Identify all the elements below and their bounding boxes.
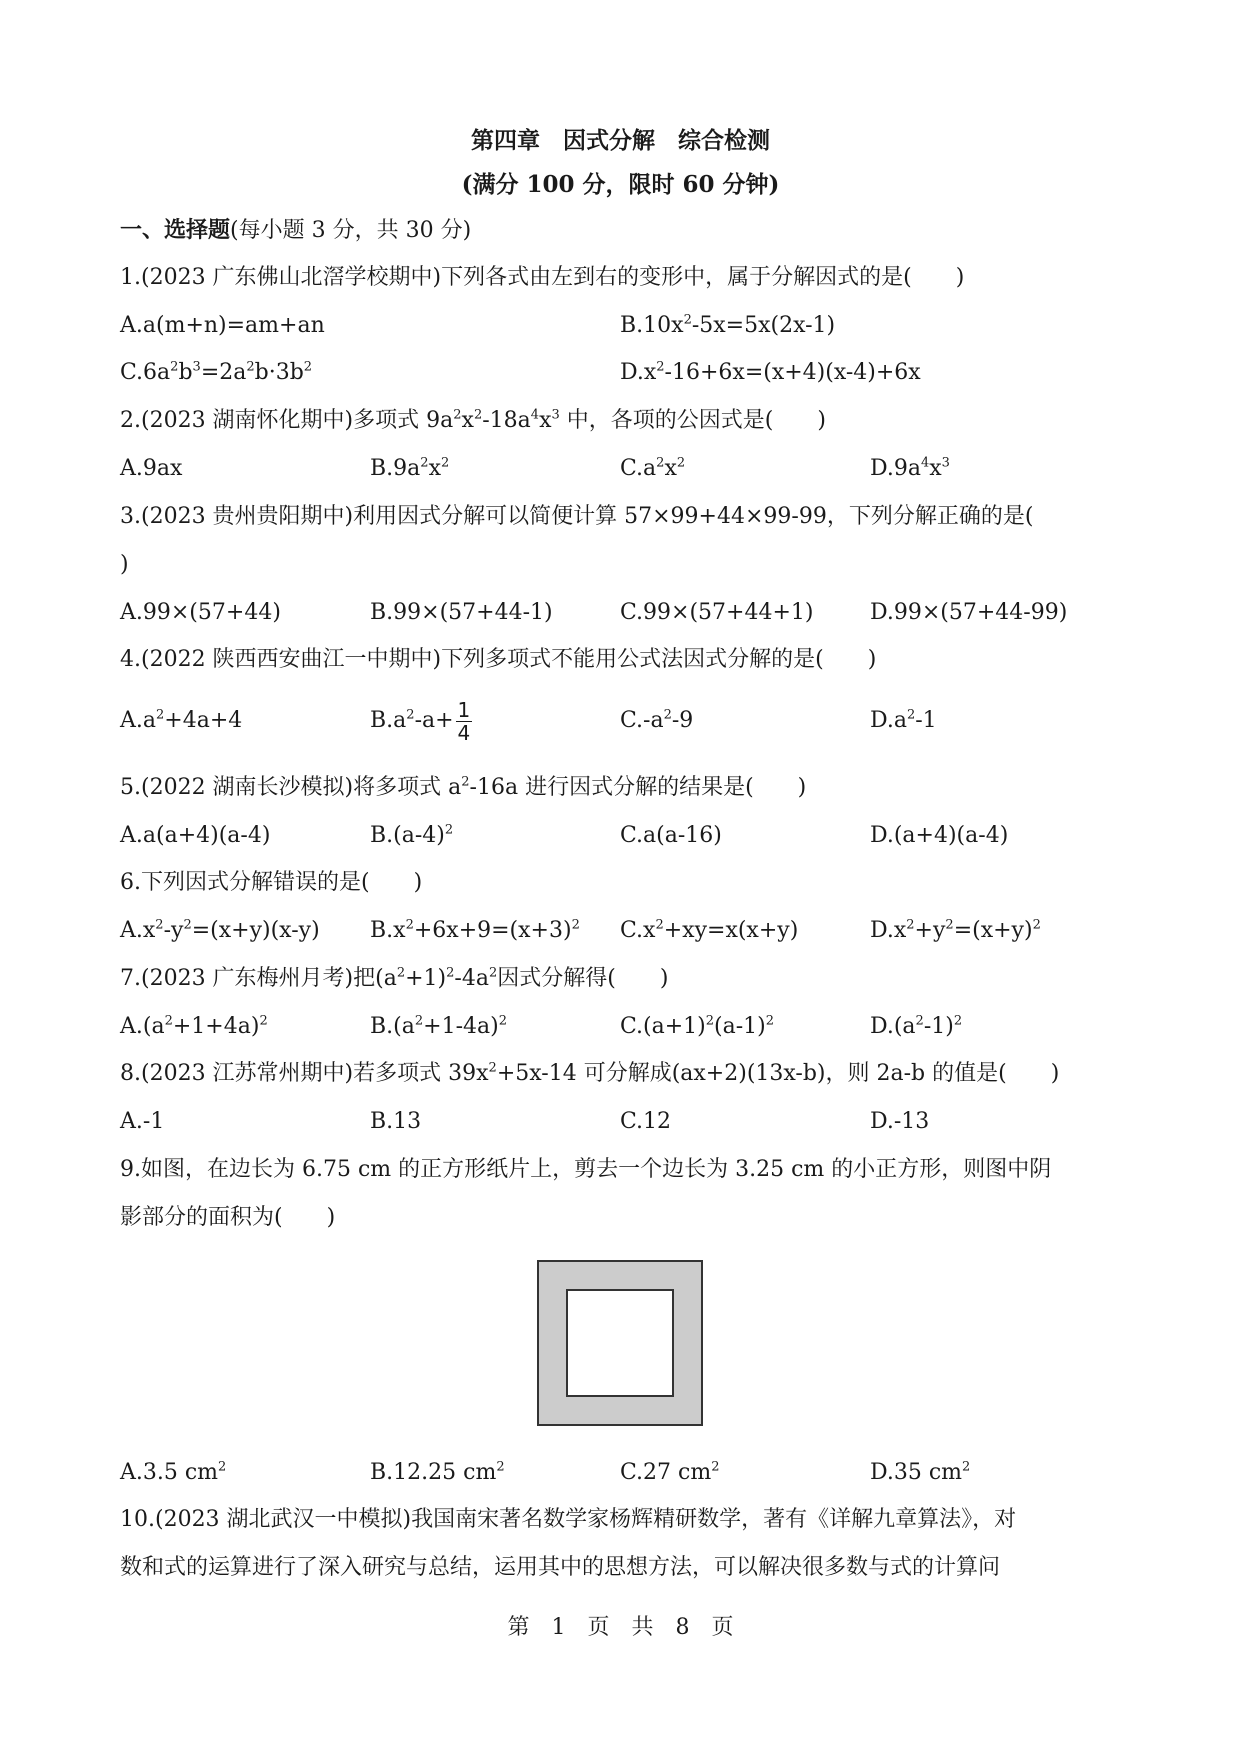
q10-stem-line2: 数和式的运算进行了深入研究与总结，运用其中的思想方法，可以解决很多数与式的计算问 xyxy=(120,1555,1001,1580)
q9-stem-line1: 9.如图，在边长为 6.75 cm 的正方形纸片上，剪去一个边长为 3.25 cm 的小正方形，则图中阴 xyxy=(120,1157,1052,1182)
q8-stem: 8.(2023 江苏常州期中)若多项式 $39x^2+5x-14$ 可分解成(ax+2)(13x-b)，则 2a-b 的值是( ) xyxy=(120,1060,1060,1086)
q1-option-b: $B.10x^2-5x=5x(2x-1)$ xyxy=(620,312,836,338)
q7-option-b: $B.(a^2+1-4a)^2$ xyxy=(370,1013,507,1039)
q8-option-c: C.12 xyxy=(620,1109,672,1134)
q8-option-a: A.-1 xyxy=(120,1109,165,1134)
q4-option-a: $A.a^2+4a+4$ xyxy=(120,707,243,733)
q4-option-d: $D.a^2-1$ xyxy=(870,707,937,733)
q7-stem: 7.(2023 广东梅州月考)把$(a^2+1)^2-4a^2$因式分解得( ) xyxy=(120,965,669,991)
page-footer: 第 1 页 共 8 页 xyxy=(507,1615,734,1640)
q8-option-d: D.-13 xyxy=(870,1109,930,1134)
section-heading xyxy=(120,215,471,246)
q4-stem: 4.(2022 陕西西安曲江一中期中)下列多项式不能用公式法因式分解的是( ) xyxy=(120,647,877,672)
q9-option-d: D.35 $cm^2$ xyxy=(870,1459,971,1485)
q6-option-c: $C.x^2+xy=x(x+y)$ xyxy=(620,917,799,943)
q3-option-b: B.99×(57+44-1) xyxy=(370,600,553,625)
q3-stem: 3.(2023 贵州贵阳期中)利用因式分解可以简便计算 57×99+44×99-99，下列分解正确的是( xyxy=(120,504,1034,529)
section-note: (每小题 3 分，共 30 分) xyxy=(230,218,472,243)
q5-stem: 5.(2022 湖南长沙模拟)将多项式 $a^2-16a$ 进行因式分解的结果是( ) xyxy=(120,774,807,800)
square-frame-figure xyxy=(537,1260,703,1426)
q2-stem: 2.(2023 湖南怀化期中)多项式 $9a^2x^2-18a^4x^3$ 中，各项的公因式是( ) xyxy=(120,407,826,433)
q7-option-a: $A.(a^2+1+4a)^2$ xyxy=(120,1013,268,1039)
q9-option-c: C.27 $cm^2$ xyxy=(620,1459,720,1485)
q1-option-c: $C.6a^2b^3=2a^2b\cdot 3b^2$ xyxy=(120,359,313,385)
q7-option-c: $C.(a+1)^2(a-1)^2$ xyxy=(620,1013,775,1039)
q4-option-c: $C.-a^2-9$ xyxy=(620,707,694,733)
q1-option-a: A.a(m+n)=am+an xyxy=(120,313,325,338)
q2-option-b: $B.9a^2x^2$ xyxy=(370,455,450,481)
fraction-one-quarter: $\frac{1}{4}$ xyxy=(457,697,471,745)
q3-option-d: D.99×(57+44-99) xyxy=(870,600,1068,625)
q1-option-d: $D.x^2-16+6x=(x+4)(x-4)+6x$ xyxy=(620,359,921,385)
q6-stem: 6.下列因式分解错误的是( ) xyxy=(120,870,423,895)
q9-option-b: B.12.25 $cm^2$ xyxy=(370,1459,505,1485)
q5-option-b: $B.(a-4)^2$ xyxy=(370,822,454,848)
q9-stem-line2: 影部分的面积为( ) xyxy=(120,1205,336,1230)
q9-option-a: A.3.5 $cm^2$ xyxy=(120,1459,227,1485)
q3-option-c: C.99×(57+44+1) xyxy=(620,600,814,625)
q6-option-d: $D.x^2+y^2=(x+y)^2$ xyxy=(870,917,1041,943)
q6-option-b: $B.x^2+6x+9=(x+3)^2$ xyxy=(370,917,580,943)
page-subtitle: (满分 100 分，限时 60 分钟) xyxy=(461,171,780,198)
q10-stem-line1: 10.(2023 湖北武汉一中模拟)我国南宋著名数学家杨辉精研数学，著有《详解九章算法》，对 xyxy=(120,1507,1017,1532)
q6-option-a: $A.x^2-y^2=(x+y)(x-y)$ xyxy=(120,917,320,943)
inner-square xyxy=(567,1290,673,1396)
q5-option-d: D.(a+4)(a-4) xyxy=(870,823,1009,848)
q5-option-a: A.a(a+4)(a-4) xyxy=(120,823,271,848)
q4-option-b: $B.a^2-a+$ $\frac{1}{4}$ xyxy=(370,697,471,745)
section-title: 一、选择题 xyxy=(120,217,231,243)
q2-option-d: $D.9a^4x^3$ xyxy=(870,455,950,481)
q3-stem-cont: ) xyxy=(120,552,129,577)
q8-option-b: B.13 xyxy=(370,1109,422,1134)
q2-option-c: $C.a^2x^2$ xyxy=(620,455,686,481)
page-title: 第四章 因式分解 综合检测 xyxy=(471,127,770,154)
q7-option-d: $D.(a^2-1)^2$ xyxy=(870,1013,963,1039)
q1-stem: 1.(2023 广东佛山北滘学校期中)下列各式由左到右的变形中，属于分解因式的是( ) xyxy=(120,265,965,290)
q2-option-a: A.9ax xyxy=(120,456,183,481)
q5-option-c: C.a(a-16) xyxy=(620,823,722,848)
q3-option-a: A.99×(57+44) xyxy=(120,600,281,625)
